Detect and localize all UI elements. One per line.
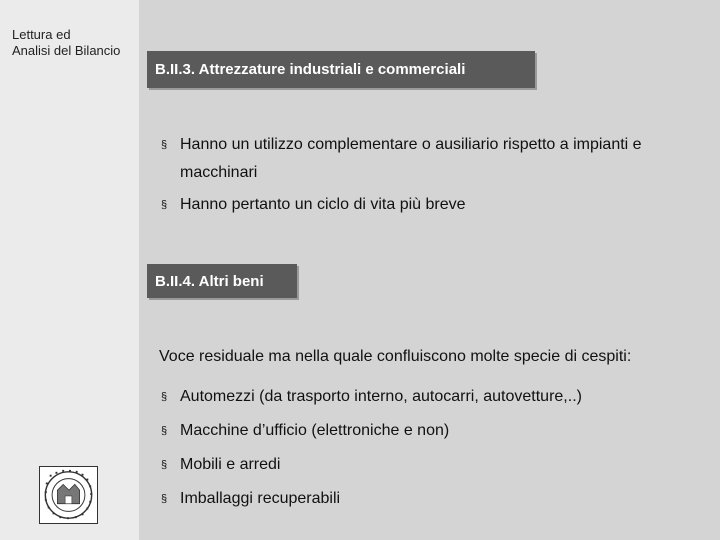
list-item [159, 191, 714, 219]
list-item-text: Automezzi (da trasporto interno, autocarri, autovetture,..) [180, 388, 582, 405]
slide-content [139, 0, 720, 540]
course-title [12, 27, 137, 59]
bullet-marker-icon: § [161, 199, 168, 211]
university-seal-icon [39, 466, 98, 524]
list-item-text: Imballaggi recuperabili [180, 490, 341, 507]
attrezzature-bullet-list [159, 131, 714, 223]
altri-beni-bullet-list [159, 380, 714, 516]
list-item [159, 380, 714, 414]
bullet-marker-icon: § [161, 139, 168, 151]
section-heading-altri-beni: B.II.4. Altri beni [147, 264, 297, 298]
list-item-text: Macchine d’ufficio (elettroniche e non) [180, 422, 450, 439]
list-item-text: Hanno pertanto un ciclo di vita più breve [180, 196, 466, 213]
sidebar [0, 0, 139, 540]
bullet-marker-icon: § [161, 459, 168, 471]
bullet-marker-icon: § [161, 425, 168, 437]
list-item [159, 414, 714, 448]
list-item [159, 131, 714, 187]
altri-beni-intro: Voce residuale ma nella quale confluiscono molte specie di cespiti: [159, 348, 632, 365]
bullet-marker-icon: § [161, 391, 168, 403]
course-title-line2: Analisi del Bilancio [12, 43, 121, 58]
list-item [159, 482, 714, 516]
section-heading-attrezzature: B.II.3. Attrezzature industriali e commerciali [147, 51, 535, 88]
course-title-line1: Lettura ed [12, 27, 71, 42]
list-item-text: Hanno un utilizzo complementare o ausiliario rispetto a impianti e macchinari [180, 136, 642, 181]
list-item [159, 448, 714, 482]
list-item-text: Mobili e arredi [180, 456, 281, 473]
bullet-marker-icon: § [161, 493, 168, 505]
